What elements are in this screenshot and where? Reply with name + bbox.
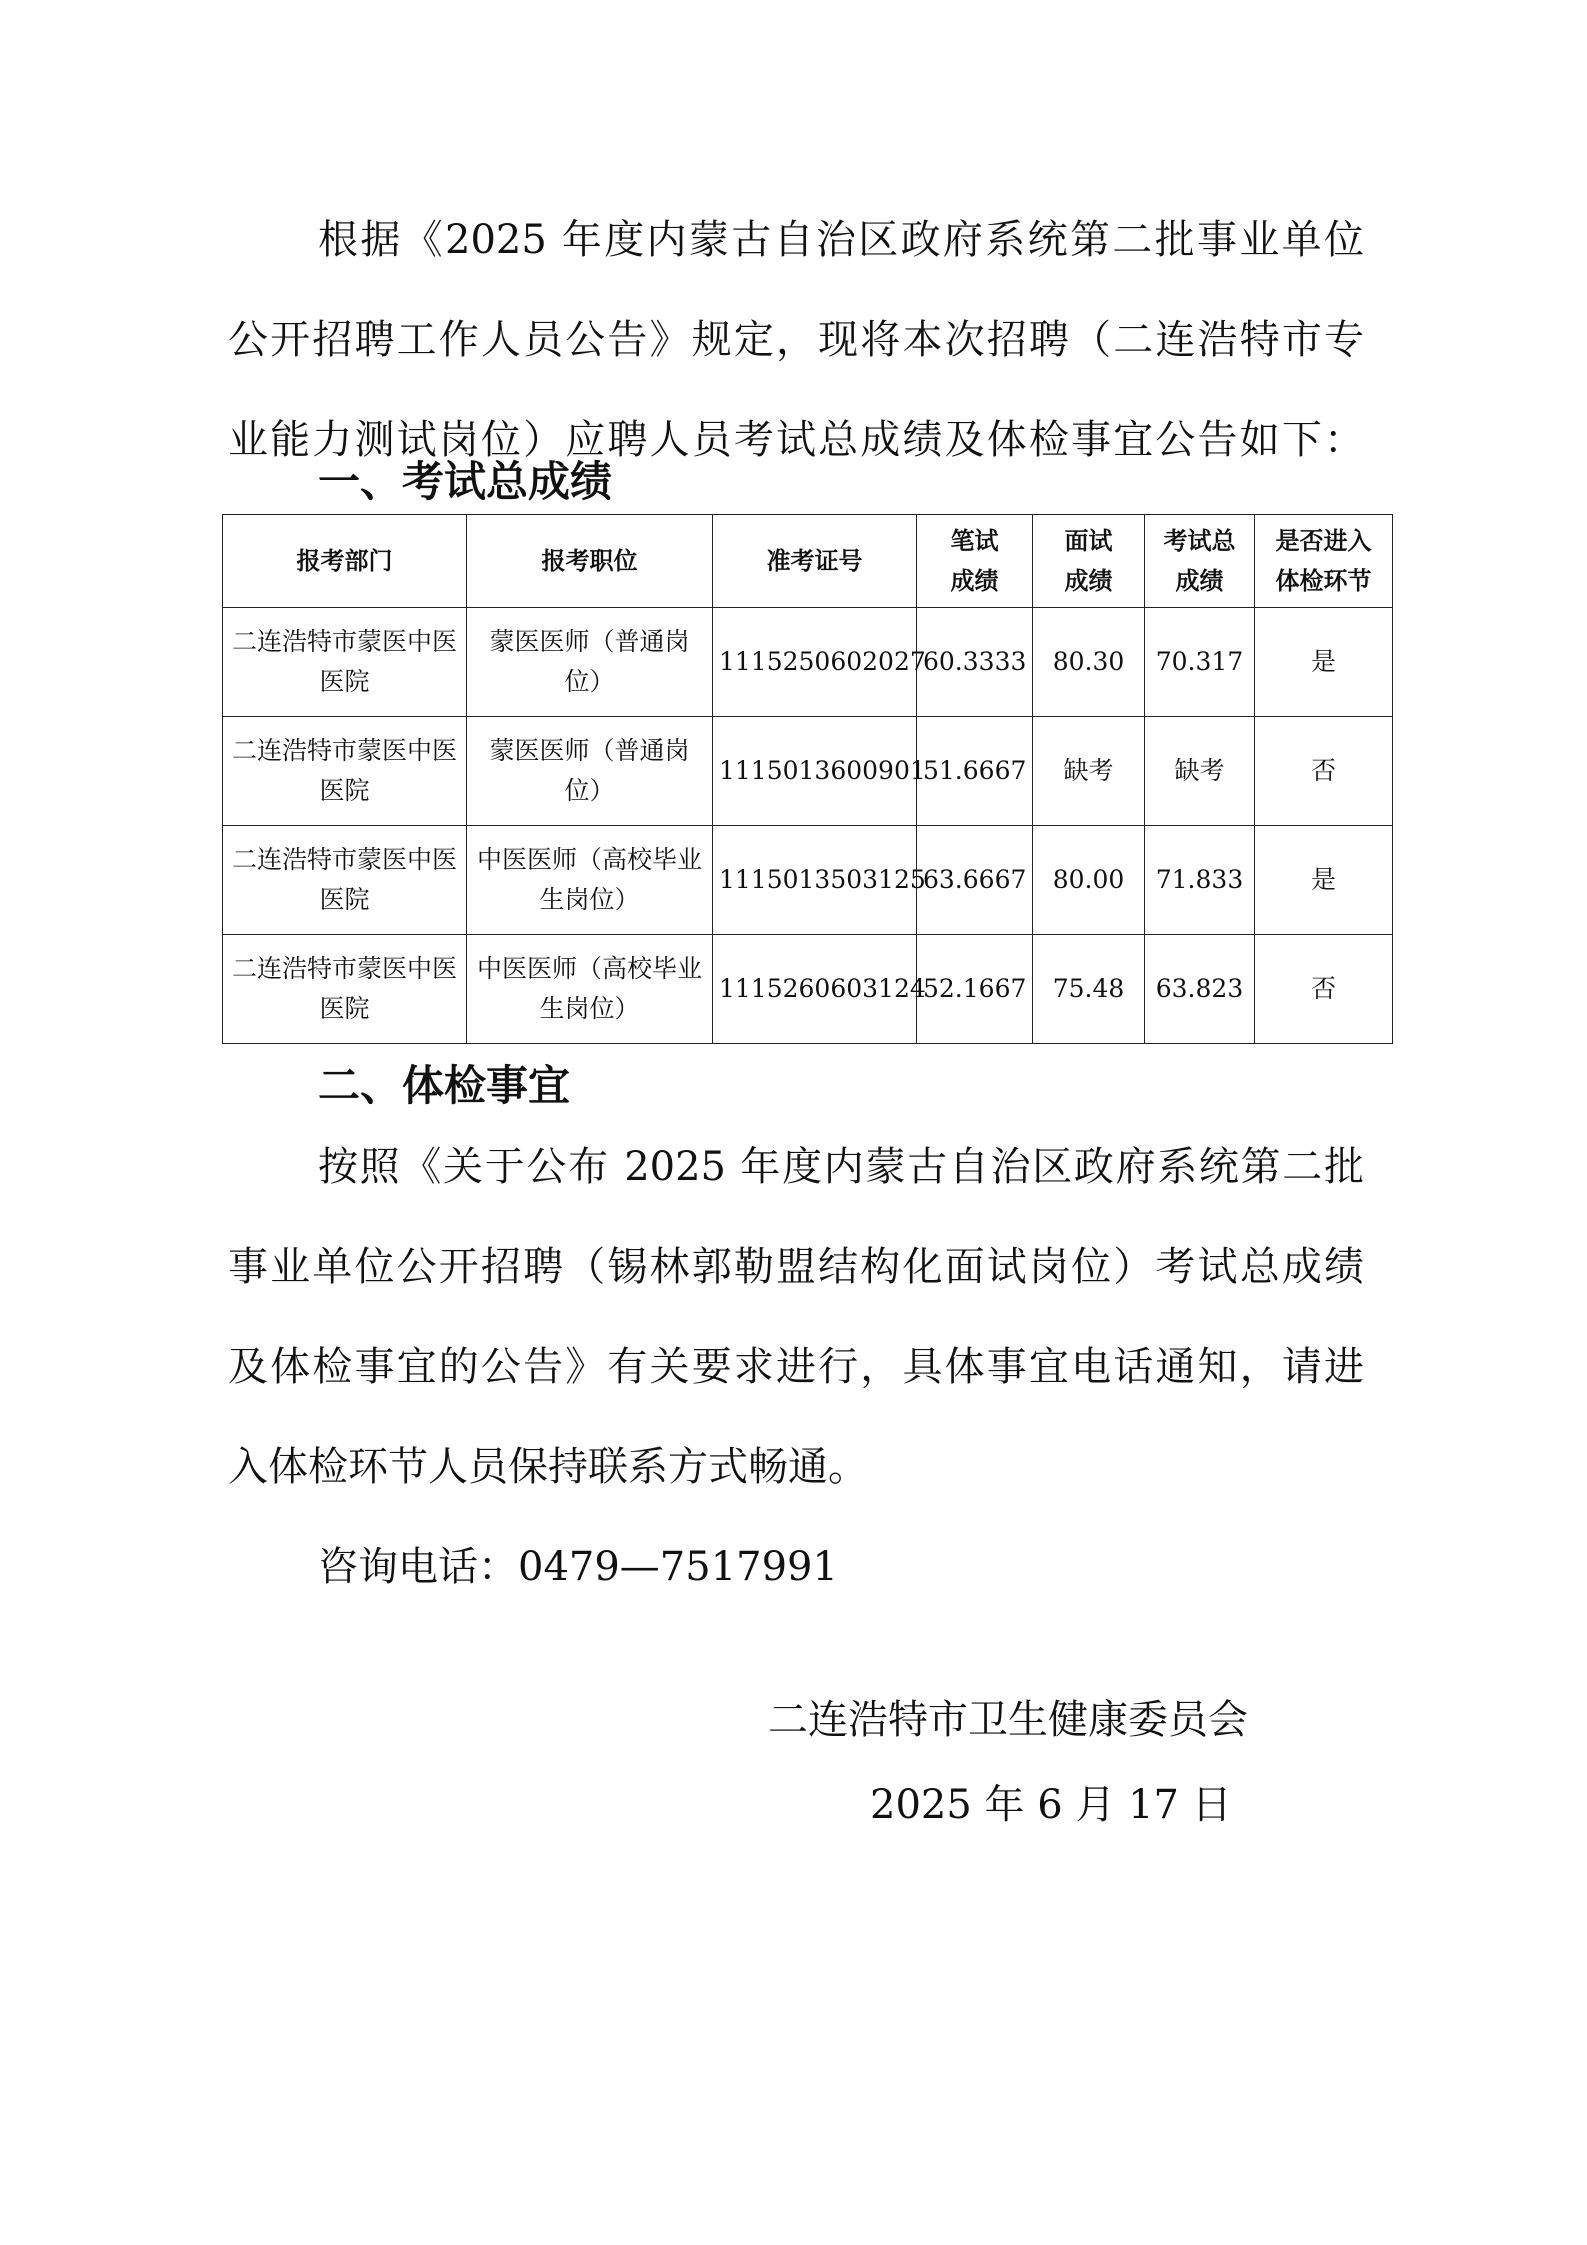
cell-written: 63.6667 <box>917 826 1033 935</box>
header-written <box>917 515 1033 608</box>
cell-position: 中医医师（高校毕业生岗位） <box>467 826 713 935</box>
cell-position: 蒙医医师（普通岗位） <box>467 608 713 717</box>
cell-interview: 80.30 <box>1033 608 1145 717</box>
cell-total: 71.833 <box>1145 826 1255 935</box>
header-dept: 报考部门 <box>223 515 467 608</box>
table-row <box>223 717 1393 826</box>
section-1-title: 一、考试总成绩 <box>318 457 613 506</box>
cell-exam: 是 <box>1255 826 1393 935</box>
section-2-title: 二、体检事宜 <box>318 1061 571 1110</box>
cell-ticket: 1115250602027 <box>713 608 917 717</box>
table-header-row <box>223 515 1393 608</box>
cell-written: 51.6667 <box>917 717 1033 826</box>
cell-total: 70.317 <box>1145 608 1255 717</box>
intro-line-3: 业能力测试岗位）应聘人员考试总成绩及体检事宜公告如下： <box>228 417 1364 463</box>
header-written-text: 笔试 成绩 <box>950 527 999 595</box>
header-interview <box>1033 515 1145 608</box>
signature-date: 2025 年 6 月 17 日 <box>870 1782 1232 1828</box>
cell-interview: 75.48 <box>1033 935 1145 1044</box>
cell-ticket: 1115013503125 <box>713 826 917 935</box>
header-exam <box>1255 515 1393 608</box>
cell-dept: 二连浩特市蒙医中医医院 <box>223 717 467 826</box>
table-row <box>223 826 1393 935</box>
body2-line-2: 事业单位公开招聘（锡林郭勒盟结构化面试岗位）考试总成绩 <box>228 1244 1364 1290</box>
scores-table <box>222 514 1393 1044</box>
body2-line-4: 入体检环节人员保持联系方式畅通。 <box>228 1444 868 1490</box>
cell-ticket: 1115013600901 <box>713 717 917 826</box>
cell-interview: 缺考 <box>1033 717 1145 826</box>
cell-position: 中医医师（高校毕业生岗位） <box>467 935 713 1044</box>
cell-ticket: 1115260603124 <box>713 935 917 1044</box>
cell-dept: 二连浩特市蒙医中医医院 <box>223 608 467 717</box>
table-row <box>223 935 1393 1044</box>
body2-line-3: 及体检事宜的公告》有关要求进行，具体事宜电话通知，请进 <box>228 1344 1364 1390</box>
cell-interview: 80.00 <box>1033 826 1145 935</box>
intro-line-2: 公开招聘工作人员公告》规定，现将本次招聘（二连浩特市专 <box>228 317 1364 363</box>
header-total <box>1145 515 1255 608</box>
cell-exam: 否 <box>1255 717 1393 826</box>
cell-exam: 是 <box>1255 608 1393 717</box>
signature-org: 二连浩特市卫生健康委员会 <box>768 1697 1248 1743</box>
header-ticket: 准考证号 <box>713 515 917 608</box>
header-exam-text: 是否进入 体检环节 <box>1275 527 1372 595</box>
cell-position: 蒙医医师（普通岗位） <box>467 717 713 826</box>
cell-total: 缺考 <box>1145 717 1255 826</box>
table-row <box>223 608 1393 717</box>
cell-dept: 二连浩特市蒙医中医医院 <box>223 826 467 935</box>
cell-written: 52.1667 <box>917 935 1033 1044</box>
cell-exam: 否 <box>1255 935 1393 1044</box>
header-total-text: 考试总 成绩 <box>1163 527 1236 595</box>
header-interview-text: 面试 成绩 <box>1064 527 1113 595</box>
phone-line: 咨询电话：0479—7517991 <box>318 1544 838 1590</box>
body2-line-1: 按照《关于公布 2025 年度内蒙古自治区政府系统第二批 <box>318 1144 1364 1190</box>
cell-total: 63.823 <box>1145 935 1255 1044</box>
cell-written: 60.3333 <box>917 608 1033 717</box>
cell-dept: 二连浩特市蒙医中医医院 <box>223 935 467 1044</box>
intro-line-1: 根据《2025 年度内蒙古自治区政府系统第二批事业单位 <box>318 217 1364 263</box>
header-position: 报考职位 <box>467 515 713 608</box>
